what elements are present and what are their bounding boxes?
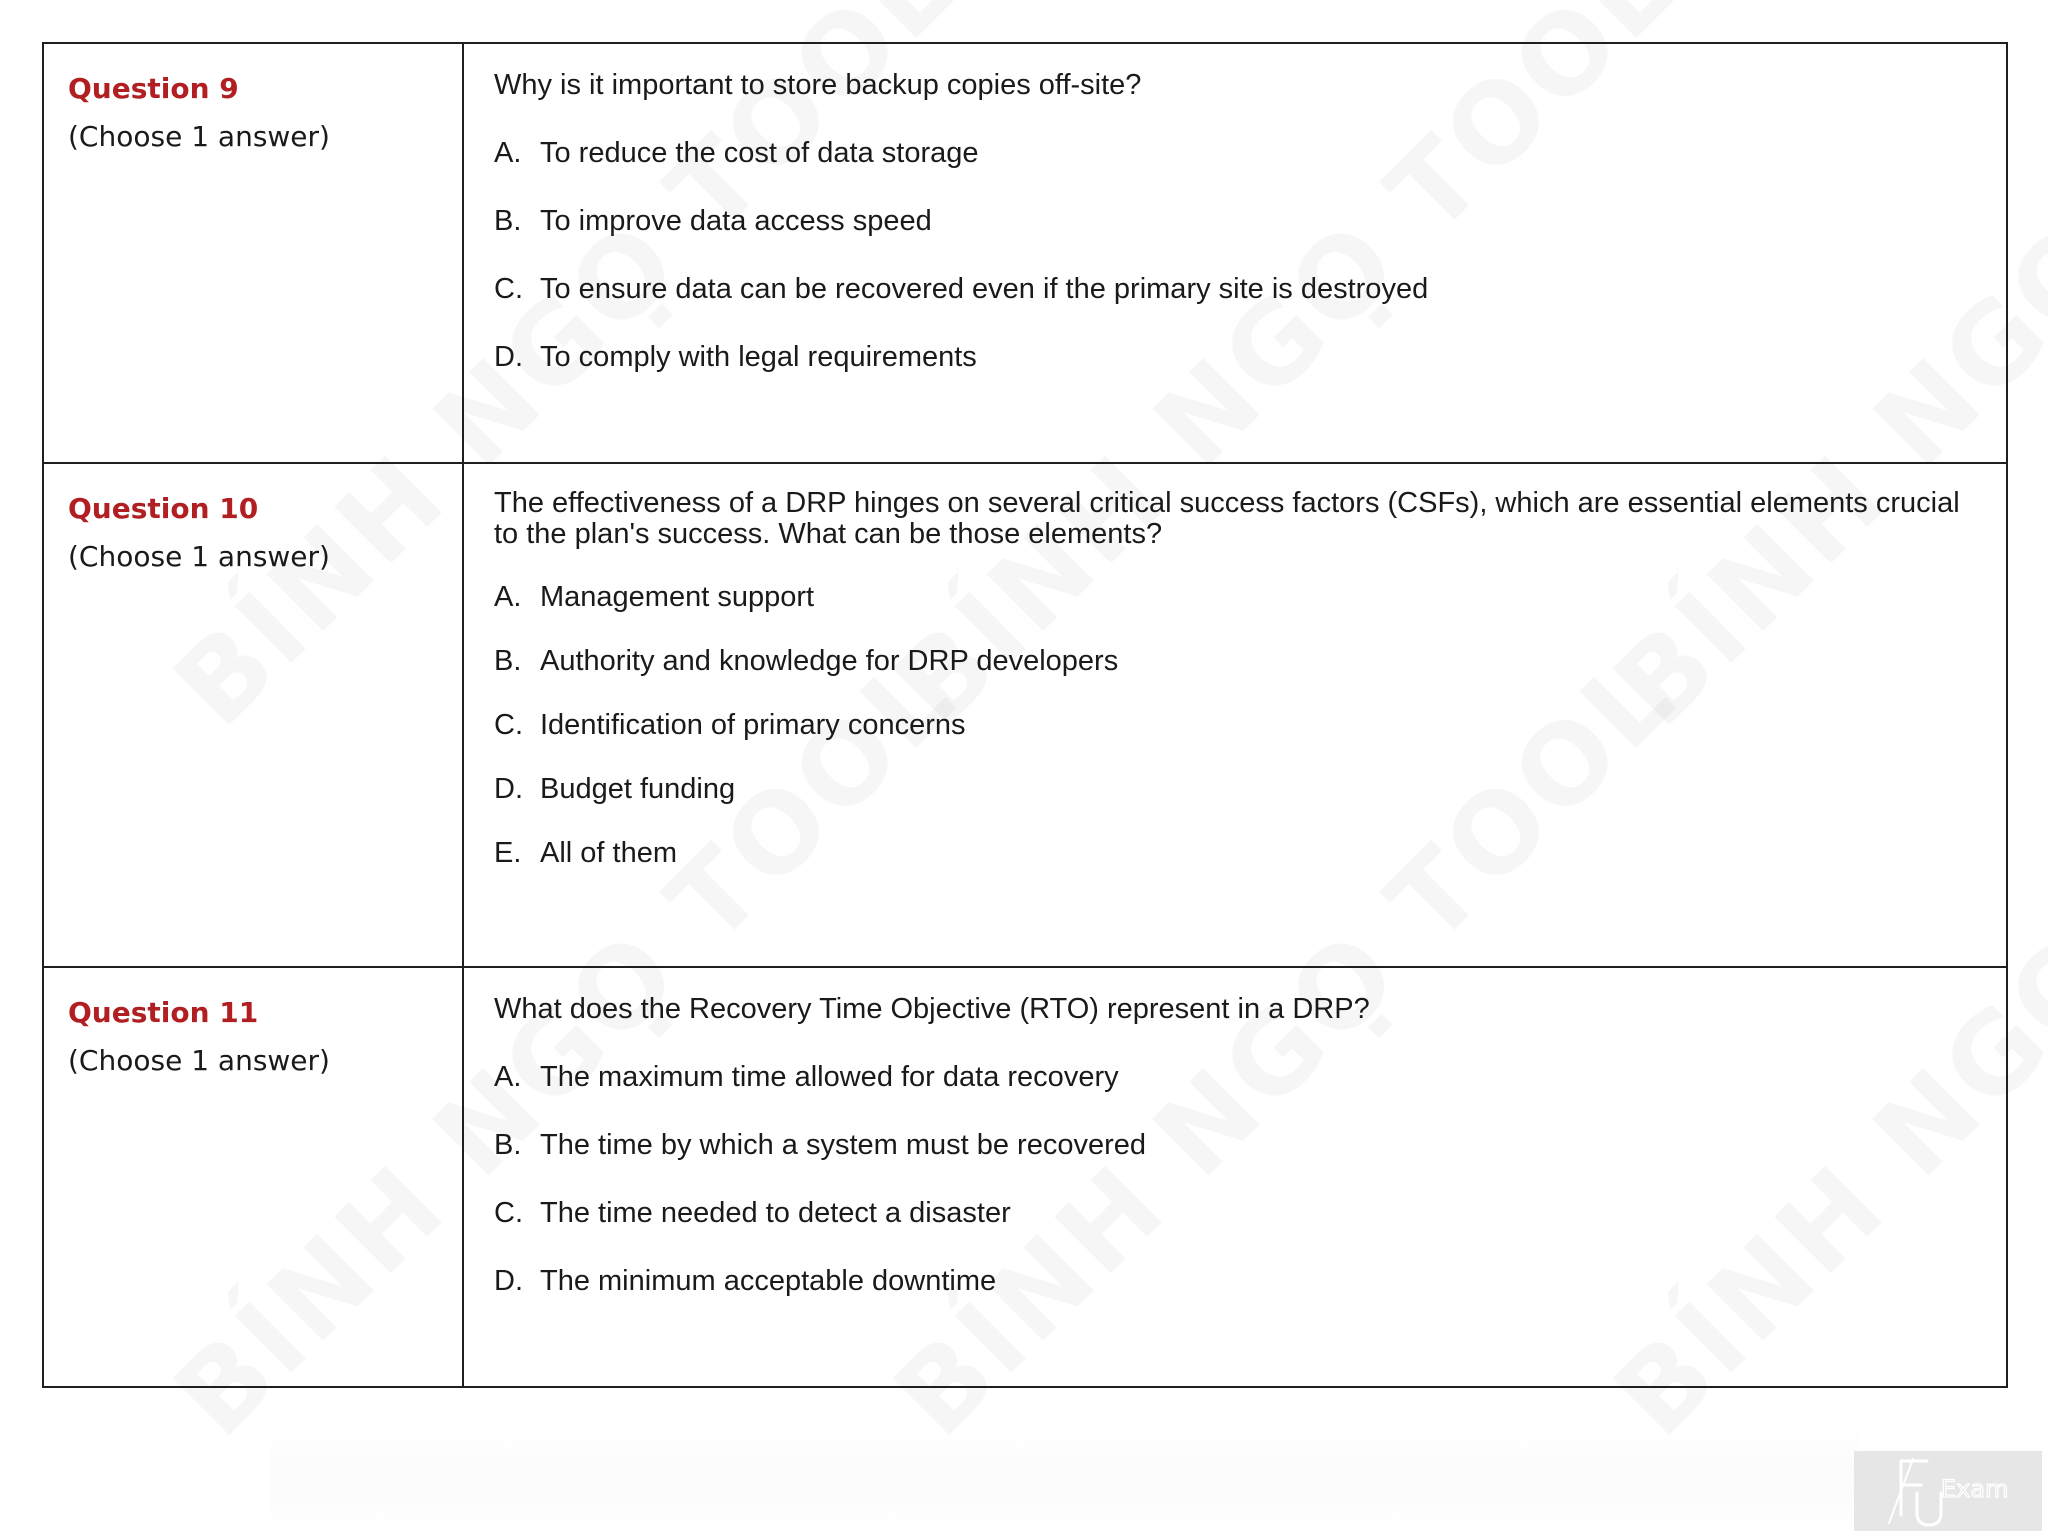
answer-option[interactable] bbox=[494, 836, 1976, 870]
fu-exam-logo-icon bbox=[1883, 1453, 2013, 1529]
question-text: What does the Recovery Time Objective (RTO) represent in a DRP? bbox=[494, 993, 1370, 1025]
question-meta-cell bbox=[43, 967, 463, 1387]
answer-option[interactable] bbox=[494, 340, 1976, 374]
option-letter: D. bbox=[494, 341, 523, 373]
question-meta-cell bbox=[43, 463, 463, 967]
question-body-cell bbox=[463, 463, 2007, 967]
question-instruction: (Choose 1 answer) bbox=[68, 540, 330, 573]
question-row bbox=[43, 967, 2007, 1387]
svg-text:Exam: Exam bbox=[1941, 1475, 2009, 1503]
answer-option[interactable] bbox=[494, 1264, 1976, 1298]
question-row bbox=[43, 43, 2007, 463]
answer-option[interactable] bbox=[494, 272, 1976, 306]
question-instruction: (Choose 1 answer) bbox=[68, 1044, 330, 1077]
question-title: Question 10 bbox=[68, 492, 259, 525]
footer-shadow bbox=[270, 1425, 1860, 1535]
option-letter: E. bbox=[494, 837, 522, 869]
option-text: Budget funding bbox=[540, 773, 736, 805]
option-text: To reduce the cost of data storage bbox=[540, 137, 979, 169]
option-text: All of them bbox=[540, 837, 677, 869]
option-letter: A. bbox=[494, 581, 522, 613]
option-text: To improve data access speed bbox=[540, 205, 932, 237]
option-text: Identification of primary concerns bbox=[540, 709, 966, 741]
answer-option[interactable] bbox=[494, 1196, 1976, 1230]
question-title: Question 9 bbox=[68, 72, 239, 105]
answer-option[interactable] bbox=[494, 136, 1976, 170]
option-letter: A. bbox=[494, 1061, 522, 1093]
question-row bbox=[43, 463, 2007, 967]
question-title: Question 11 bbox=[68, 996, 259, 1029]
option-text: To ensure data can be recovered even if the primary site is destroyed bbox=[540, 273, 1429, 305]
option-text: The time by which a system must be recovered bbox=[540, 1129, 1147, 1161]
option-text: Management support bbox=[540, 581, 815, 613]
answer-option[interactable] bbox=[494, 1128, 1976, 1162]
option-text: Authority and knowledge for DRP developers bbox=[540, 645, 1119, 677]
option-text: To comply with legal requirements bbox=[540, 341, 977, 373]
option-text: The maximum time allowed for data recovery bbox=[540, 1061, 1119, 1093]
answer-option[interactable] bbox=[494, 204, 1976, 238]
option-letter: D. bbox=[494, 773, 523, 805]
option-text: The time needed to detect a disaster bbox=[540, 1197, 1011, 1229]
option-letter: B. bbox=[494, 205, 522, 237]
fu-exam-logo bbox=[1854, 1451, 2042, 1531]
option-letter: B. bbox=[494, 645, 522, 677]
question-text: The effectiveness of a DRP hinges on several critical success factors (CSFs), which are essential elements crucial to the plan's success. What can be those elements? bbox=[494, 487, 1960, 550]
question-table bbox=[42, 42, 2008, 1388]
answer-option[interactable] bbox=[494, 1060, 1976, 1094]
answer-option[interactable] bbox=[494, 772, 1976, 806]
option-letter: D. bbox=[494, 1265, 523, 1297]
option-letter: C. bbox=[494, 273, 523, 305]
question-instruction: (Choose 1 answer) bbox=[68, 120, 330, 153]
option-letter: B. bbox=[494, 1129, 522, 1161]
answer-option[interactable] bbox=[494, 708, 1976, 742]
question-body-cell bbox=[463, 967, 2007, 1387]
option-text: The minimum acceptable downtime bbox=[540, 1265, 997, 1297]
option-letter: C. bbox=[494, 1197, 523, 1229]
option-letter: C. bbox=[494, 709, 523, 741]
question-body-cell bbox=[463, 43, 2007, 463]
answer-option[interactable] bbox=[494, 580, 1976, 614]
question-text: Why is it important to store backup copies off-site? bbox=[494, 69, 1142, 101]
option-letter: A. bbox=[494, 137, 522, 169]
question-meta-cell bbox=[43, 43, 463, 463]
answer-option[interactable] bbox=[494, 644, 1976, 678]
